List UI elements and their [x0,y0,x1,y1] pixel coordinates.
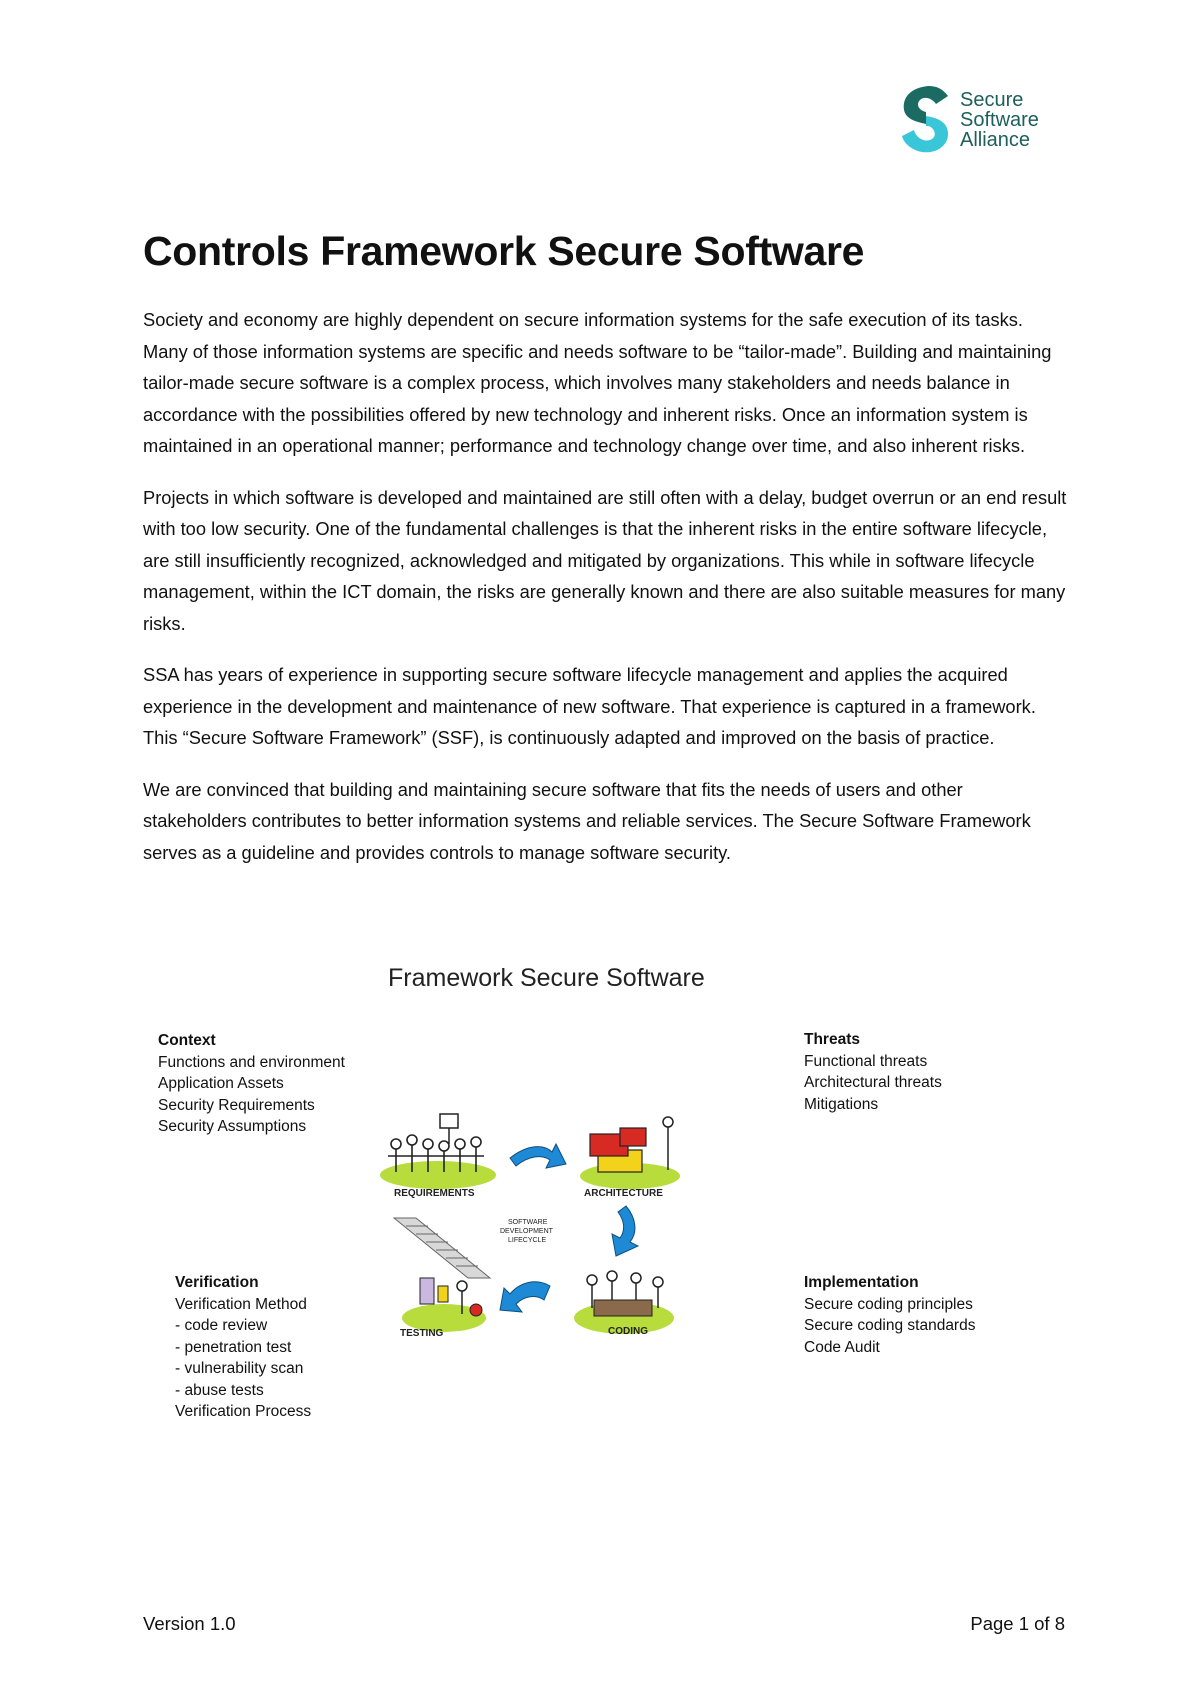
threats-line: Functional threats [804,1052,928,1070]
lifecycle-text-1: SOFTWARE [508,1219,548,1226]
context-line: Security Assumptions [158,1118,307,1135]
lifecycle-text-3: LIFECYCLE [508,1237,547,1244]
context-line: Security Requirements [158,1096,315,1114]
coding-label: CODING [608,1326,648,1337]
secure-software-alliance-logo [898,82,1058,157]
requirements-illustration [380,1114,496,1199]
implementation-line: Secure coding principles [804,1295,973,1313]
context-line: Functions and environment [158,1053,345,1071]
architecture-illustration [580,1117,680,1199]
verification-block [175,1272,311,1423]
testing-label: TESTING [400,1328,444,1339]
threats-line: Architectural threats [804,1074,942,1091]
logo-line-2: Software [960,108,1039,131]
context-line: Application Assets [158,1075,284,1092]
logo-line-1: Secure [960,88,1024,111]
paragraph-1: Society and economy are highly dependent on secure information systems for the safe execution of its tasks. Many of those information systems are specific and needs software to be “tailor-made”. Building and maintaining tailor-made secure software is a complex process, which involves many stakeholders and needs balance in accordance with the possibilities offered by new technology and inherent risks. Once an information system is maintained in an operational manner; performance and technology change over time, and also inherent risks. [143,309,1052,456]
footer-page-number: Page 1 of 8 [970,1613,1065,1634]
footer-version: Version 1.0 [143,1613,236,1634]
paragraph-4: We are convinced that building and maintaining secure software that fits the needs of users and other stakeholders contributes to better information systems and reliable services. The Secure Software Framework serves as a guideline and provides controls to manage software security. [143,778,1031,863]
testing-illustration [400,1278,486,1339]
implementation-block [804,1272,975,1358]
logo-icon [898,84,954,156]
body-text [143,304,1068,888]
context-block [158,1030,345,1138]
paragraph-3: SSA has years of experience in supporting secure software lifecycle management and applies the acquired experience in the development and maintenance of new software. That experience is captured in a framework. This “Secure Software Framework” (SSF), is continuously adapted and improved on the basis of practice. [143,664,1036,748]
threats-block [804,1029,942,1115]
implementation-line: Secure coding standards [804,1317,976,1334]
verification-line: Verification Method [175,1295,307,1313]
lifecycle-text-2: DEVELOPMENT [500,1228,553,1235]
verification-line: - code review [175,1317,268,1334]
logo-line-3: Alliance [960,128,1031,151]
verification-line: - vulnerability scan [175,1360,304,1377]
verification-line: - penetration test [175,1338,292,1356]
threats-line: Mitigations [804,1095,879,1113]
verification-heading: Verification [175,1274,259,1291]
paragraph-2: Projects in which software is developed and maintained are still often with a delay, budget overrun or an end result with too low security. One of the fundamental challenges is that the inherent risks in the entire software lifecycle, are still insufficiently recognized, acknowledged and mitigated by organizations. This while in software lifecycle management, within the ICT domain, the risks are generally known and there are also suitable measures for many risks. [143,486,1067,634]
lifecycle-diagram [380,1100,720,1370]
requirements-label: REQUIREMENTS [394,1188,475,1199]
threats-heading: Threats [804,1031,860,1048]
arrow-right-icon [510,1144,566,1168]
verification-line: - abuse tests [175,1381,264,1399]
figure-title: Framework Secure Software [388,964,705,992]
staircase-illustration [394,1218,490,1278]
implementation-heading: Implementation [804,1274,919,1291]
arrow-left-icon [500,1282,550,1312]
document-title: Controls Framework Secure Software [143,228,865,274]
verification-line: Verification Process [175,1403,312,1420]
coding-illustration [574,1271,674,1337]
arrow-down-icon [612,1206,638,1256]
context-heading: Context [158,1032,216,1049]
architecture-label: ARCHITECTURE [584,1188,663,1199]
implementation-line: Code Audit [804,1338,880,1356]
